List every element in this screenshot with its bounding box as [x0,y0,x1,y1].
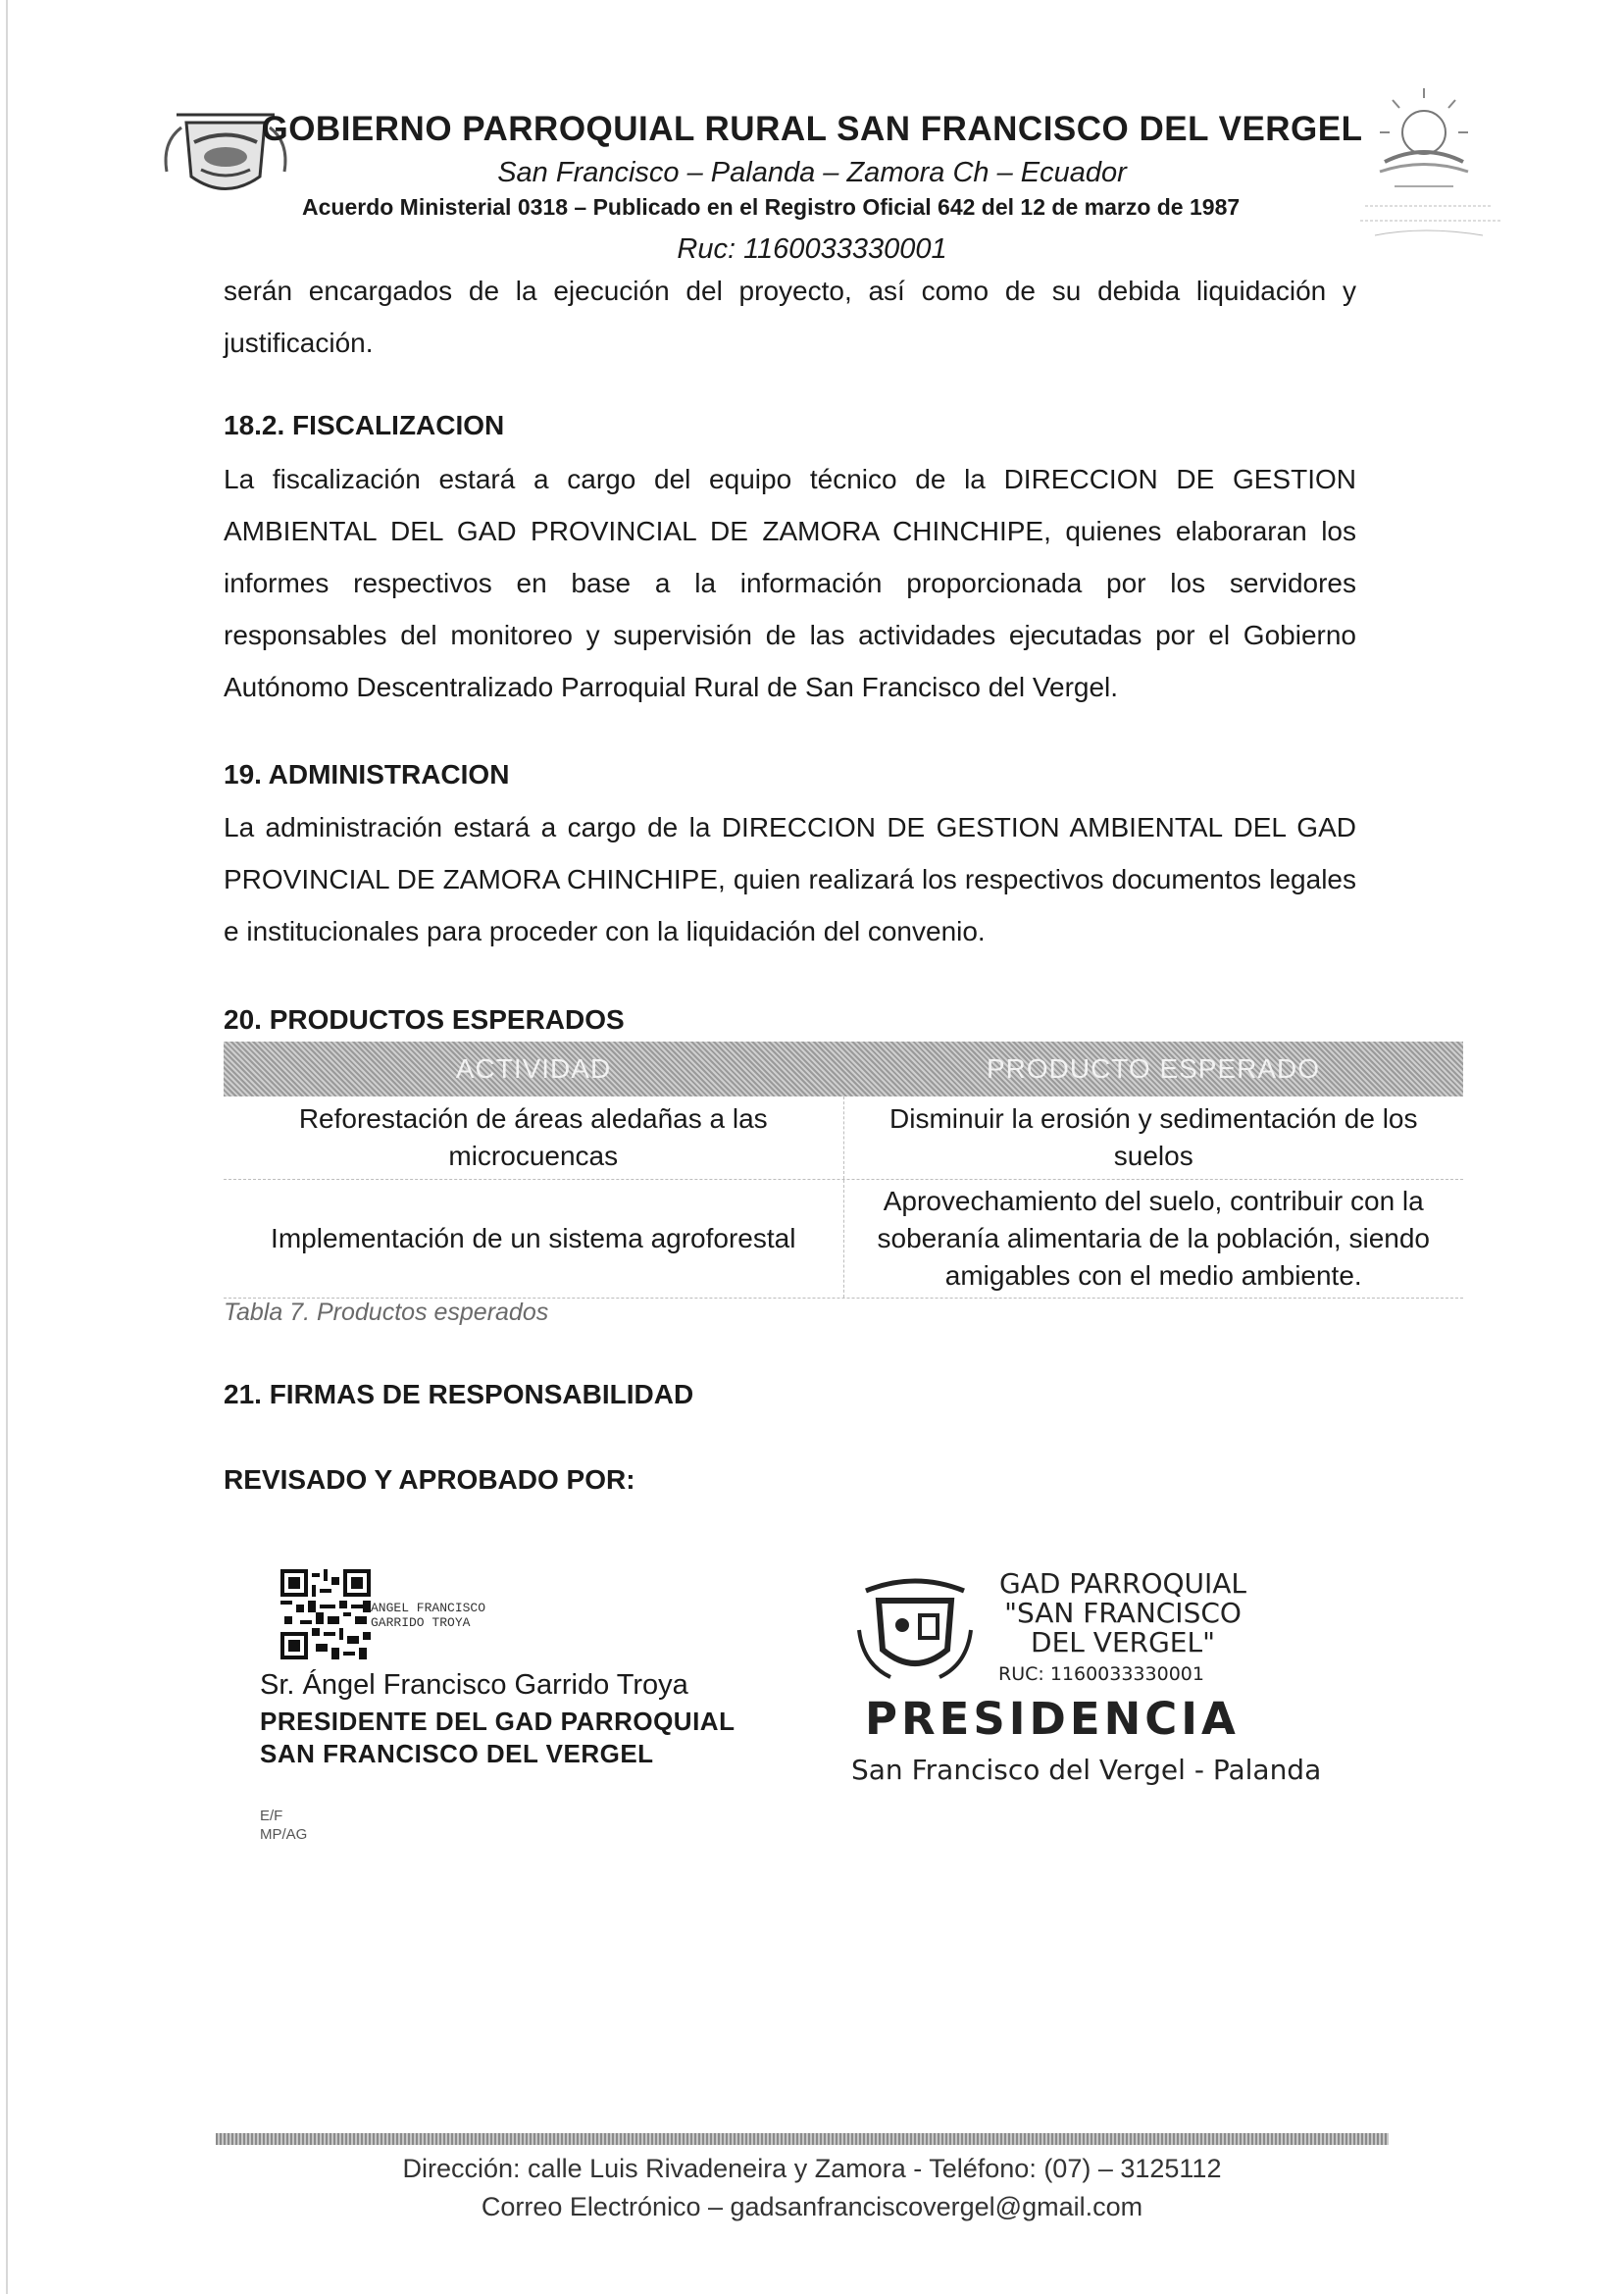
table-cell: Reforestación de áreas aledañas a las microcuencas [298,1103,768,1171]
section-heading-21: 21. FIRMAS DE RESPONSABILIDAD [224,1379,694,1409]
stamp-office: PRESIDENCIA [865,1693,1240,1745]
qr-signer-name-line-2: GARRIDO TROYA [371,1615,471,1630]
stamp-place: San Francisco del Vergel - Palanda [851,1754,1322,1786]
page-edge [6,0,8,2294]
header-agreement: Acuerdo Ministerial 0318 – Publicado en el Registro Oficial 642 del 12 de marzo de 1987 [302,194,1241,220]
qr-signer-name [371,1601,485,1630]
section-heading-20: 20. PRODUCTOS ESPERADOS [224,1004,625,1035]
continuation-paragraph: serán encargados de la ejecución del proyecto, así como de su debida liquidación y justificación. [224,276,1356,358]
signer-role-line-1: PRESIDENTE DEL GAD PARROQUIAL [260,1707,736,1736]
table-header-product: PRODUCTO ESPERADO [986,1053,1321,1084]
table-header-activity: ACTIVIDAD [455,1053,612,1084]
stamp-line-1: GAD PARROQUIAL [998,1567,1247,1600]
footer-email: Correo Electrónico – gadsanfranciscovergel@gmail.com [481,2192,1143,2221]
section-heading-18-2: 18.2. FISCALIZACION [224,410,505,440]
signer-role-line-2: SAN FRANCISCO DEL VERGEL [260,1739,654,1768]
stamp-emblem-icon [851,1571,979,1689]
stamp-line-3: DEL VERGEL" [1031,1626,1215,1658]
footer-address: Dirección: calle Luis Rivadeneira y Zamora - Teléfono: (07) – 3125112 [402,2154,1222,2183]
table-caption: Tabla 7. Productos esperados [224,1299,549,1326]
header-ruc: Ruc: 1160033330001 [677,233,947,265]
initials-line-2: MP/AG [260,1826,308,1843]
parish-logo-right [1345,88,1512,260]
table-row [224,1180,1463,1299]
initials-line-1: E/F [260,1808,283,1824]
table-row [224,1096,1463,1180]
qr-code-signature-icon [280,1569,371,1659]
table-cell: Implementación de un sistema agroforestal [271,1223,796,1253]
footer-divider [216,2133,1389,2145]
table-cell: Disminuir la erosión y sedimentación de los suelos [843,1096,1464,1179]
table-header [224,1042,1463,1096]
section-text-18-2: La fiscalización estará a cargo del equipo técnico de la DIRECCION DE GESTION AMBIENTAL DEL GAD PROVINCIAL DE ZAMORA CHINCHIPE, quienes elaboraran los informes respectivos en base a la información proporcionada por los servidores responsables del monitoreo y supervisión de las actividades ejecutadas por el Gobierno Autónomo Descentralizado Parroquial Rural de San Francisco del Vergel. [224,464,1356,702]
products-table [224,1042,1463,1299]
table-cell: Aprovechamiento del suelo, contribuir con la soberanía alimentaria de la población, siendo amigables con el medio ambiente. [843,1180,1464,1298]
signer-name: Sr. Ángel Francisco Garrido Troya [260,1669,688,1701]
header-subtitle: San Francisco – Palanda – Zamora Ch – Ecuador [497,157,1127,188]
section-heading-19: 19. ADMINISTRACION [224,759,510,790]
qr-signer-name-line-1: ANGEL FRANCISCO [371,1601,486,1615]
stamp-line-2: "SAN FRANCISCO [1004,1597,1242,1629]
header-title: GOBIERNO PARROQUIAL RURAL SAN FRANCISCO DEL VERGEL [261,110,1363,148]
stamp-ruc: RUC: 1160033330001 [998,1663,1204,1685]
section-text-19: La administración estará a cargo de la DIRECCION DE GESTION AMBIENTAL DEL GAD PROVINCIAL DE ZAMORA CHINCHIPE, quien realizará los respectivos documentos legales e institucionales para proceder con la liquidación del convenio. [224,812,1356,946]
reviewed-approved-label: REVISADO Y APROBADO POR: [224,1464,635,1495]
